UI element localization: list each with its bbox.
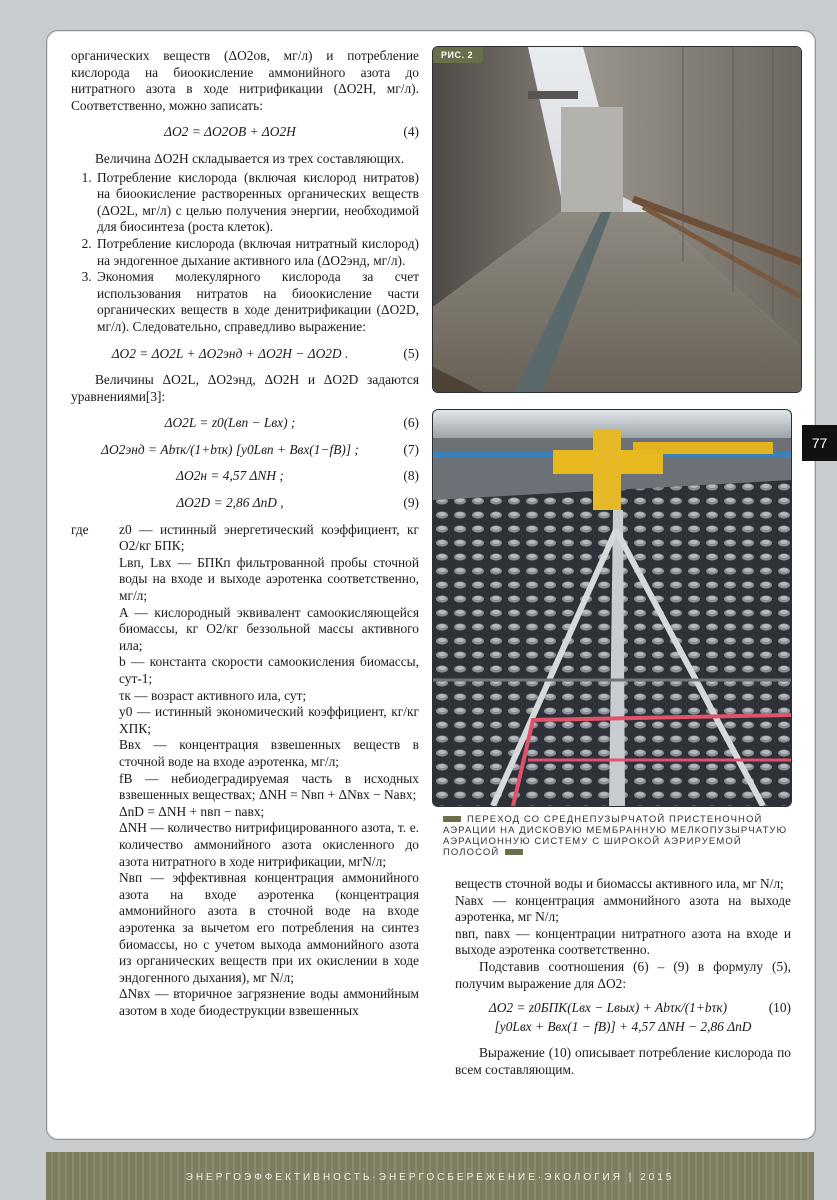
equation-4-number: (4) xyxy=(403,124,419,140)
footer-band xyxy=(46,1152,814,1200)
footer-text: ЭНЕРГОЭФФЕКТИВНОСТЬ·ЭНЕРГОСБЕРЕЖЕНИЕ·ЭКОЛОГИЯ | 2015 xyxy=(185,1172,675,1183)
definition-item: fB — небиодеградируемая часть в исходных взвешенных веществах; ΔNH = Nвп + ΔNвх − Naвх; xyxy=(119,770,419,803)
definition-item: b — константа скорости самоокисления биомассы, сут-1; xyxy=(119,654,419,686)
definitions-block xyxy=(71,522,419,1020)
list-item: 2. Потребление кислорода (включая нитратный кислород) на эндогенное дыхание активного ила (ΔO2энд, мг/л). xyxy=(95,236,419,269)
definition-item: ΔnD = ΔNH + nвп − naвх; xyxy=(119,803,265,819)
continuation-text: веществ сточной воды и биомассы активного ила, мг N/л; xyxy=(455,876,784,891)
equation-4 xyxy=(71,124,419,141)
definitions-list xyxy=(119,522,419,1020)
aeration-photo-illustration xyxy=(433,410,791,806)
figure-tag: РИС. 2 xyxy=(433,47,483,63)
definition-item: ΔNвх — вторичное загрязнение воды аммонийным азотом в ходе биодеструкции взвешенных xyxy=(119,986,419,1018)
definition-item: Naвх — концентрация аммонийного азота на выходе аэротенка, мг N/л; xyxy=(455,892,791,925)
final-paragraph: Выражение (10) описывает потребление кислорода по всем составляющим. xyxy=(455,1045,791,1077)
right-column-text xyxy=(455,876,791,1079)
definition-item: τк — возраст активного ила, сут; xyxy=(119,687,307,703)
components-paragraph: Величина ΔO2H складывается из трех составляющих. xyxy=(95,150,405,166)
figure-caption xyxy=(443,814,793,858)
equation-7 xyxy=(71,442,419,459)
caption-marker xyxy=(443,816,461,822)
equation-4-expr: ΔO2 = ΔO2OB + ΔO2H xyxy=(164,124,296,140)
equation-9-number: (9) xyxy=(403,495,419,511)
figure-photo-aeration xyxy=(432,409,792,807)
figure-photo-channel xyxy=(432,46,802,393)
equation-10-line2: [y0Lвх + Bвх(1 − fB)] + 4,57 ΔNH − 2,86 ΔnD xyxy=(494,1018,752,1034)
substitution-paragraph: Подставив соотношения (6) – (9) в формулу (5), получим выражение для ΔO2: xyxy=(455,958,791,991)
caption-text: ПЕРЕХОД СО СРЕДНЕПУЗЫРЧАТОЙ ПРИСТЕНОЧНОЙ АЭРАЦИИ НА ДИСКОВУЮ МЕМБРАННУЮ МЕЛКОПУЗЫРЧАТУЮ АЭРАЦИОННУЮ СИСТЕМУ С ШИРОКОЙ АЭРИРУЕМОЙ ПОЛОСОЙ xyxy=(443,814,788,858)
list-item: 1. Потребление кислорода (включая кислород нитратов) на биоокисление растворенных органических веществ (ΔO2L, мг/л) с целью получения энергии, необходимой для биосинтеза (роста клеток). xyxy=(95,170,419,236)
caption-end-marker xyxy=(505,849,523,855)
equation-9-expr: ΔO2D = 2,86 ΔnD , xyxy=(176,495,284,511)
equation-9 xyxy=(71,495,419,512)
equation-8-expr: ΔO2н = 4,57 ΔNH ; xyxy=(176,468,284,484)
components-list xyxy=(71,170,419,336)
equation-8-number: (8) xyxy=(403,468,419,484)
equation-10-line1: ΔO2 = z0БПК(Lвх − Lвых) + Abτк/(1+bτк) xyxy=(488,1000,728,1016)
equation-6-expr: ΔO2L = z0(Lвп − Lвх) ; xyxy=(164,415,296,431)
equation-6-number: (6) xyxy=(403,415,419,431)
equation-5-number: (5) xyxy=(403,345,419,361)
left-column xyxy=(71,48,419,1019)
definition-item: Lвп, Lвх — БПКп фильтрованной пробы сточной воды на входе и выходе аэротенка соответственно, мг/л; xyxy=(119,554,419,604)
values-paragraph: Величины ΔO2L, ΔO2энд, ΔO2H и ΔO2D задаются уравнениями[3]: xyxy=(71,372,419,404)
equation-10-continued xyxy=(455,1019,791,1036)
definition-item: A — кислородный эквивалент самоокисляющейся биомассы, кг O2/кг беззольной массы активного ила; xyxy=(119,604,419,653)
gde-label: где xyxy=(71,521,89,537)
equation-10-number: (10) xyxy=(768,1000,791,1016)
equation-7-expr: ΔO2энд = Abτк/(1+bτк) [y0Lвп + Bвх(1−fB)] ; xyxy=(101,441,359,457)
equation-7-number: (7) xyxy=(403,441,419,457)
definition-item: y0 — истинный экономический коэффициент, кг/кг ХПК; xyxy=(119,704,419,736)
equation-5 xyxy=(71,346,419,363)
intro-paragraph: органических веществ (ΔO2ов, мг/л) и потребление кислорода на биоокисление аммонийного азота до нитратного азота в ходе нитрификации (ΔO2H, мг/л). Соответственно, можно записать: xyxy=(71,48,419,113)
list-item: 3. Экономия молекулярного кислорода за счет использования нитратов на биоокисление части органических веществ в ходе денитрификации (ΔO2D, мг/л). Следовательно, справедливо выражение: xyxy=(95,269,419,335)
definition-item: z0 — истинный энергетический коэффициент, кг O2/кг БПК; xyxy=(119,521,419,554)
channel-photo-illustration xyxy=(433,47,801,392)
equation-6 xyxy=(71,415,419,432)
definition-item: Nвп — эффективная концентрация аммонийного азота на входе аэротенка (концентрация аммонийного азота в сточной воде на входе аэротенка за вычетом его потребления на синтез биомассы, но с учетом выхода аммонийного азота из органических веществ при их окислении в ходе эндогенного дыхания), мг N/л; xyxy=(119,870,419,985)
equation-5-expr: ΔO2 = ΔO2L + ΔO2энд + ΔO2H − ΔO2D . xyxy=(111,345,349,361)
equation-10 xyxy=(455,1000,791,1017)
definition-item: ΔNH — количество нитрифицированного азота, т. е. количество аммонийного азота окисленного до азота нитратного в ходе нитрификации, мгN/л; xyxy=(119,820,419,869)
page-number: 77 xyxy=(802,425,837,461)
definition-item: Bвх — концентрация взвешенных веществ в сточной воде на входе аэротенка, мг/л; xyxy=(119,737,419,769)
equation-8 xyxy=(71,468,419,485)
definition-item: nвп, naвх — концентрации нитратного азота на входе и выходе аэротенка соответственно. xyxy=(455,925,791,958)
